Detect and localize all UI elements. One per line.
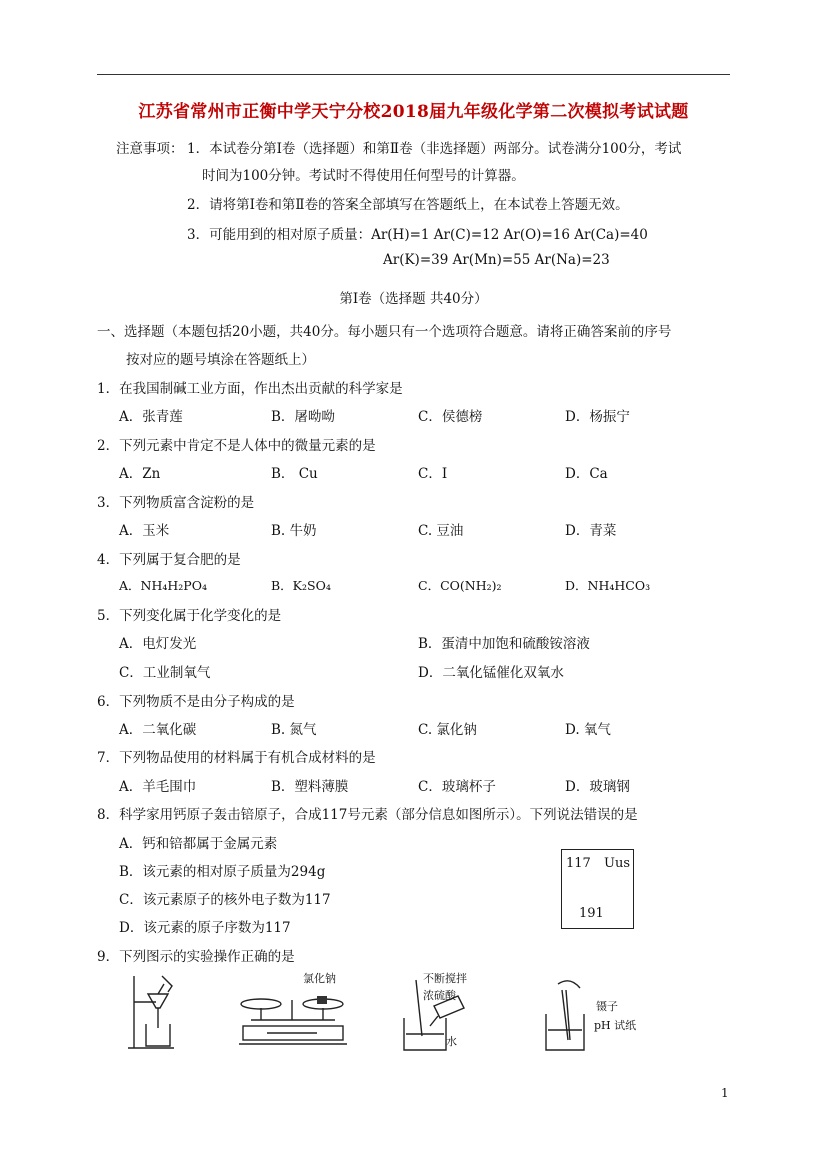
note-3b: Ar(K)=39 Ar(Mn)=55 Ar(Na)=23 bbox=[383, 252, 610, 268]
q2-option-b: B． Cu bbox=[271, 466, 318, 482]
label-stir: 不断搅拌 bbox=[423, 972, 467, 985]
q6-option-d: D. 氧气 bbox=[565, 722, 611, 738]
q5-option-b: B．蛋清中加饱和硫酸铵溶液 bbox=[418, 636, 590, 652]
q4-option-d: D．NH₄HCO₃ bbox=[565, 578, 651, 593]
question-6-stem: 6．下列物质不是由分子构成的是 bbox=[97, 694, 295, 710]
q1-option-d: D．杨振宁 bbox=[565, 409, 630, 425]
q6-option-a: A．二氧化碳 bbox=[119, 722, 197, 738]
element-number: 117 bbox=[566, 856, 591, 871]
q3-option-b: B. 牛奶 bbox=[271, 523, 317, 539]
balance-figure bbox=[237, 986, 349, 1052]
page-number: 1 bbox=[721, 1086, 729, 1100]
q3-option-a: A．玉米 bbox=[119, 523, 170, 539]
note-1b: 时间为100分钟。考试时不得使用任何型号的计算器。 bbox=[202, 168, 525, 184]
part-intro: 一、选择题（本题包括20小题，共40分。每小题只有一个选项符合题意。请将正确答案前的序号 bbox=[97, 324, 672, 340]
q8-option-a: A．钙和锫都属于金属元素 bbox=[119, 836, 278, 852]
q4-option-b: B．K₂SO₄ bbox=[271, 578, 331, 593]
q5-option-a: A．电灯发光 bbox=[119, 636, 197, 652]
label-ph-paper: pH 试纸 bbox=[594, 1019, 637, 1032]
q6-option-c: C. 氯化钠 bbox=[418, 722, 477, 738]
q5-option-d: D．二氧化锰催化双氧水 bbox=[418, 665, 564, 681]
page-title: 江苏省常州市正衡中学天宁分校2018届九年级化学第二次模拟考试试题 bbox=[138, 102, 689, 122]
q7-option-a: A．羊毛围巾 bbox=[119, 779, 197, 795]
element-symbol: Uus bbox=[604, 856, 630, 871]
q8-option-c: C．该元素原子的核外电子数为117 bbox=[119, 892, 331, 908]
q5-option-c: C．工业制氧气 bbox=[119, 665, 211, 681]
question-2-stem: 2．下列元素中肯定不是人体中的微量元素的是 bbox=[97, 438, 376, 454]
q8-option-d: D．该元素的原子序数为117 bbox=[119, 920, 291, 936]
q4-option-a: A．NH₄H₂PO₄ bbox=[119, 578, 207, 593]
element-mass: 191 bbox=[579, 906, 604, 921]
q4-option-c: C．CO(NH₂)₂ bbox=[418, 578, 502, 593]
question-8-stem: 8．科学家用钙原子轰击锫原子，合成117号元素（部分信息如图所示）。下列说法错误的是 bbox=[97, 807, 638, 823]
section-title: 第Ⅰ卷（选择题 共40分） bbox=[339, 291, 488, 307]
ph-test-figure bbox=[540, 978, 596, 1054]
q6-option-b: B. 氮气 bbox=[271, 722, 317, 738]
q2-option-c: C．I bbox=[418, 466, 448, 482]
q2-option-a: A．Zn bbox=[119, 466, 161, 482]
q7-option-c: C．玻璃杯子 bbox=[418, 779, 496, 795]
notes-label: 注意事项： bbox=[116, 141, 184, 157]
label-tweezers: 镊子 bbox=[596, 1000, 618, 1013]
q7-option-b: B．塑料薄膜 bbox=[271, 779, 349, 795]
question-4-stem: 4．下列属于复合肥的是 bbox=[97, 552, 241, 568]
q1-option-c: C．侯德榜 bbox=[418, 409, 483, 425]
q1-option-b: B．屠呦呦 bbox=[271, 409, 335, 425]
header-rule bbox=[97, 74, 730, 75]
q3-option-c: C. 豆油 bbox=[418, 523, 464, 539]
question-5-stem: 5．下列变化属于化学变化的是 bbox=[97, 608, 282, 624]
note-1a: 1．本试卷分第Ⅰ卷（选择题）和第Ⅱ卷（非选择题）两部分。试卷满分100分，考试 bbox=[187, 141, 682, 157]
label-water: 水 bbox=[446, 1035, 457, 1048]
label-acid: 浓硫酸 bbox=[423, 989, 456, 1002]
note-2: 2．请将第Ⅰ卷和第Ⅱ卷的答案全部填写在答题纸上，在本试卷上答题无效。 bbox=[187, 197, 629, 213]
note-3: 3．可能用到的相对原子质量：Ar(H)=1 Ar(C)=12 Ar(O)=16 Ar(Ca)=40 bbox=[187, 227, 648, 243]
q1-option-a: A．张青莲 bbox=[119, 409, 183, 425]
q2-option-d: D．Ca bbox=[565, 466, 608, 482]
part-intro-cont: 按对应的题号填涂在答题纸上） bbox=[126, 352, 315, 368]
question-3-stem: 3．下列物质富含淀粉的是 bbox=[97, 495, 255, 511]
filtration-apparatus-figure bbox=[126, 972, 182, 1054]
q3-option-d: D．青菜 bbox=[565, 523, 617, 539]
q7-option-d: D．玻璃钢 bbox=[565, 779, 630, 795]
question-7-stem: 7．下列物品使用的材料属于有机合成材料的是 bbox=[97, 750, 376, 766]
q8-option-b: B．该元素的相对原子质量为294g bbox=[119, 864, 326, 880]
question-1-stem: 1．在我国制碱工业方面，作出杰出贡献的科学家是 bbox=[97, 381, 403, 397]
question-9-stem: 9．下列图示的实验操作正确的是 bbox=[97, 949, 295, 965]
element-card bbox=[561, 849, 634, 929]
label-nacl: 氯化钠 bbox=[303, 972, 336, 985]
